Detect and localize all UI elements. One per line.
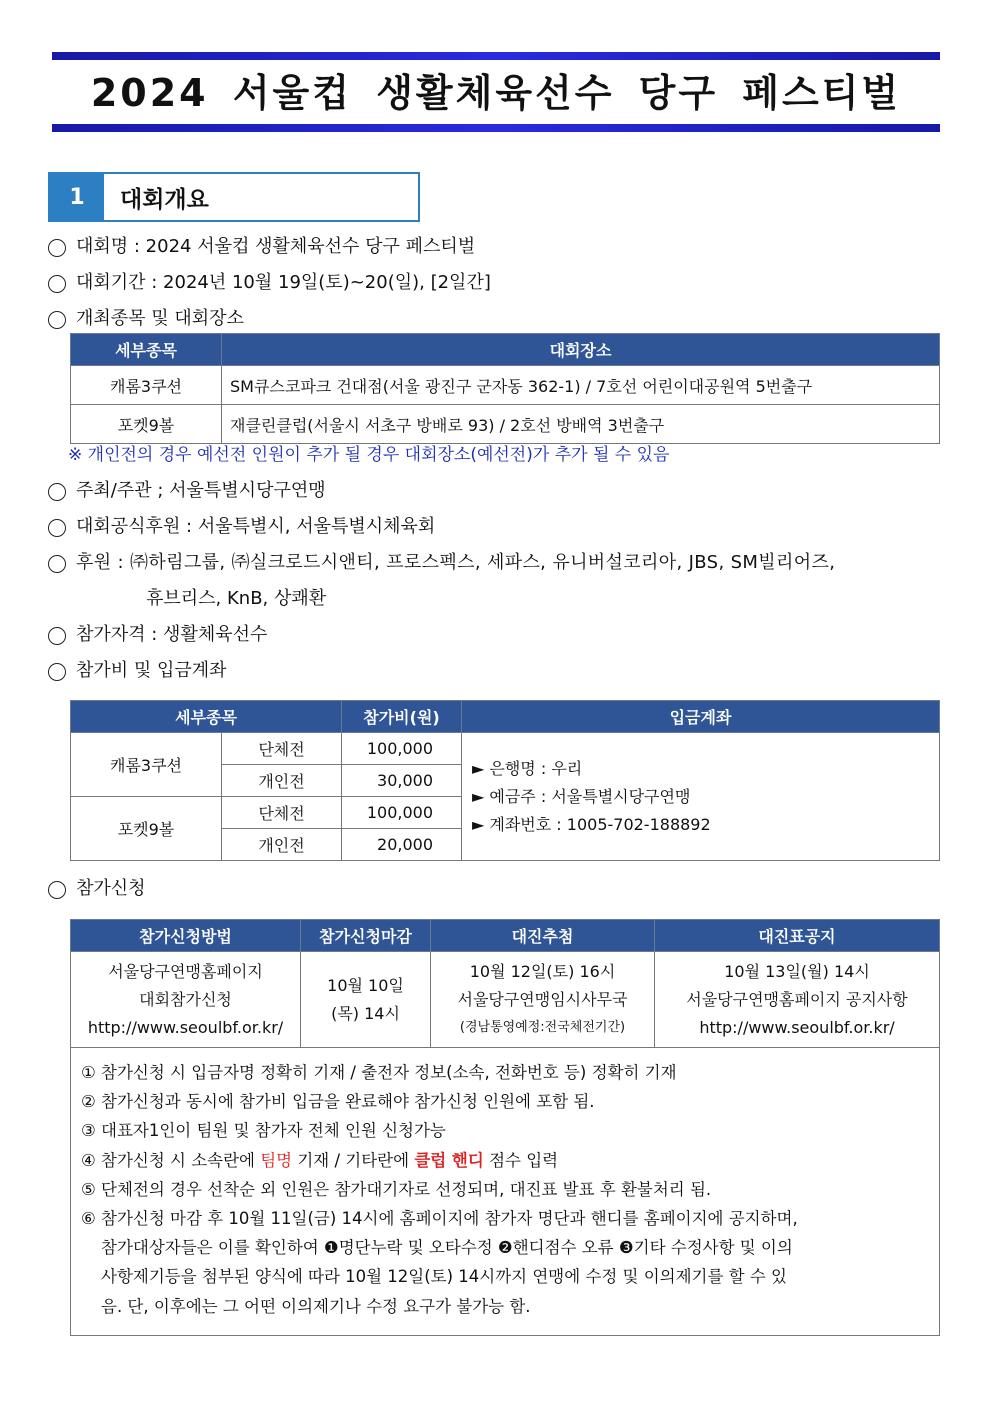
circle-bullet-icon — [48, 483, 66, 501]
item-host: 주최/주관 ; 서울특별시당구연맹 — [48, 479, 326, 503]
item-official-sponsor: 대회공식후원 : 서울특별시, 서울특별시체육회 — [48, 515, 435, 539]
title-bar-top — [52, 52, 940, 60]
section-header — [48, 172, 420, 222]
venue-note: ※ 개인전의 경우 예선전 인원이 추가 될 경우 대회장소(예선전)가 추가 될 수 있음 — [68, 445, 670, 465]
apply-method: 서울당구연맹홈페이지 대회참가신청 http://www.seoulbf.or.kr/ — [71, 952, 301, 1048]
item-sponsor: 후원 : ㈜하림그룹, ㈜실크로드시앤티, 프로스펙스, 세파스, 유니버설코리아, JBS, SM빌리어즈, 휴브리스, KnB, 상쾌환 — [48, 551, 943, 611]
note-4: ④ 참가신청 시 소속란에 팀명 기재 / 기타란에 클럽 핸디 점수 입력 — [81, 1150, 559, 1170]
table-row: 포켓9볼 단체전 100,000 — [71, 797, 940, 829]
title-bar-bottom — [52, 124, 940, 132]
note-5: ⑤ 단체전의 경우 선착순 외 인원은 참가대기자로 선정되며, 대진표 발표 후 환불처리 됨. — [81, 1179, 712, 1199]
item-eligibility: 참가자격 : 생활체육선수 — [48, 623, 267, 647]
circle-bullet-icon — [48, 239, 66, 257]
table-row: 포켓9볼 재클린클럽(서울시 서초구 방배로 93) / 2호선 방배역 3번출구 — [71, 405, 940, 444]
fee-header-account: 입금계좌 — [462, 701, 940, 733]
venue-table — [70, 333, 940, 444]
fee-table — [70, 700, 940, 861]
fee-header-event: 세부종목 — [71, 701, 342, 733]
circle-bullet-icon — [48, 555, 66, 573]
account-info: ► 은행명 : 우리 ► 예금주 : 서울특별시당구연맹 ► 계좌번호 : 1005-702-188892 — [462, 733, 940, 861]
apply-header-notice: 대진표공지 — [655, 920, 940, 952]
venue-header-event: 세부종목 — [71, 334, 222, 366]
apply-table — [70, 919, 940, 1336]
fee-header-fee: 참가비(원) — [342, 701, 462, 733]
item-period: 대회기간 : 2024년 10월 19일(토)~20(일), [2일간] — [48, 271, 491, 295]
table-row: 캐롬3쿠션 단체전 100,000 ► 은행명 : 우리 ► 예금주 : 서울특별시당구연맹 ► 계좌번호 : 1005-702-188892 — [71, 733, 940, 765]
section-number: 1 — [50, 174, 104, 220]
note-1: ① 참가신청 시 입금자명 정확히 기재 / 출전자 정보(소속, 전화번호 등) 정확히 기재 — [81, 1063, 677, 1082]
table-row — [71, 952, 940, 1048]
table-row: 개인전 30,000 — [71, 765, 940, 797]
item-fee-title: 참가비 및 입금계좌 — [48, 659, 227, 683]
note-3: ③ 대표자1인이 팀원 및 참가자 전체 인원 신청가능 — [81, 1121, 446, 1141]
apply-header-draw: 대진추첨 — [431, 920, 655, 952]
item-venue-title: 개최종목 및 대회장소 — [48, 307, 244, 331]
table-row: 개인전 20,000 — [71, 829, 940, 861]
circle-bullet-icon — [48, 519, 66, 537]
venue-header-place: 대회장소 — [222, 334, 940, 366]
apply-header-deadline: 참가신청마감 — [301, 920, 431, 952]
table-row: 캐롬3쿠션 SM큐스코파크 건대점(서울 광진구 군자동 362-1) / 7호선 어린이대공원역 5번출구 — [71, 366, 940, 405]
apply-notice: 10월 13일(월) 14시 서울당구연맹홈페이지 공지사항 http://www.seoulbf.or.kr/ — [655, 952, 940, 1048]
apply-deadline: 10월 10일 (목) 14시 — [301, 952, 431, 1048]
item-name: 대회명 : 2024 서울컵 생활체육선수 당구 페스티벌 — [48, 235, 475, 259]
item-apply-title: 참가신청 — [48, 877, 146, 901]
circle-bullet-icon — [48, 663, 66, 681]
circle-bullet-icon — [48, 881, 66, 899]
section-label: 대회개요 — [120, 186, 209, 213]
note-2: ② 참가신청과 동시에 참가비 입금을 완료해야 참가신청 인원에 포함 됨. — [81, 1092, 595, 1112]
circle-bullet-icon — [48, 311, 66, 329]
apply-draw: 10월 12일(토) 16시 서울당구연맹임시사무국 (경남통영예정:전국체전기간) — [431, 952, 655, 1048]
apply-notes — [71, 1048, 940, 1336]
note-6: ⑥ 참가신청 마감 후 10월 11일(금) 14시에 홈페이지에 참가자 명단과 핸디를 홈페이지에 공지하며, 참가대상자들은 이를 확인하여 ❶명단누락 및 오타수정 ❷핸디점수 오류 ❸기타 수정사항 및 이의 사항제기등을 첨부된 양식에 따라 10월 12일(토) 14시까지 연맹에 수정 및 이의제기를 할 수 있 음. 단, 이후에는 그 어떤 이의제기나 수정 요구가 불가능 함. — [81, 1209, 798, 1316]
apply-header-method: 참가신청방법 — [71, 920, 301, 952]
circle-bullet-icon — [48, 275, 66, 293]
circle-bullet-icon — [48, 627, 66, 645]
page-title: 2024 서울컵 생활체육선수 당구 페스티벌 — [90, 71, 902, 115]
